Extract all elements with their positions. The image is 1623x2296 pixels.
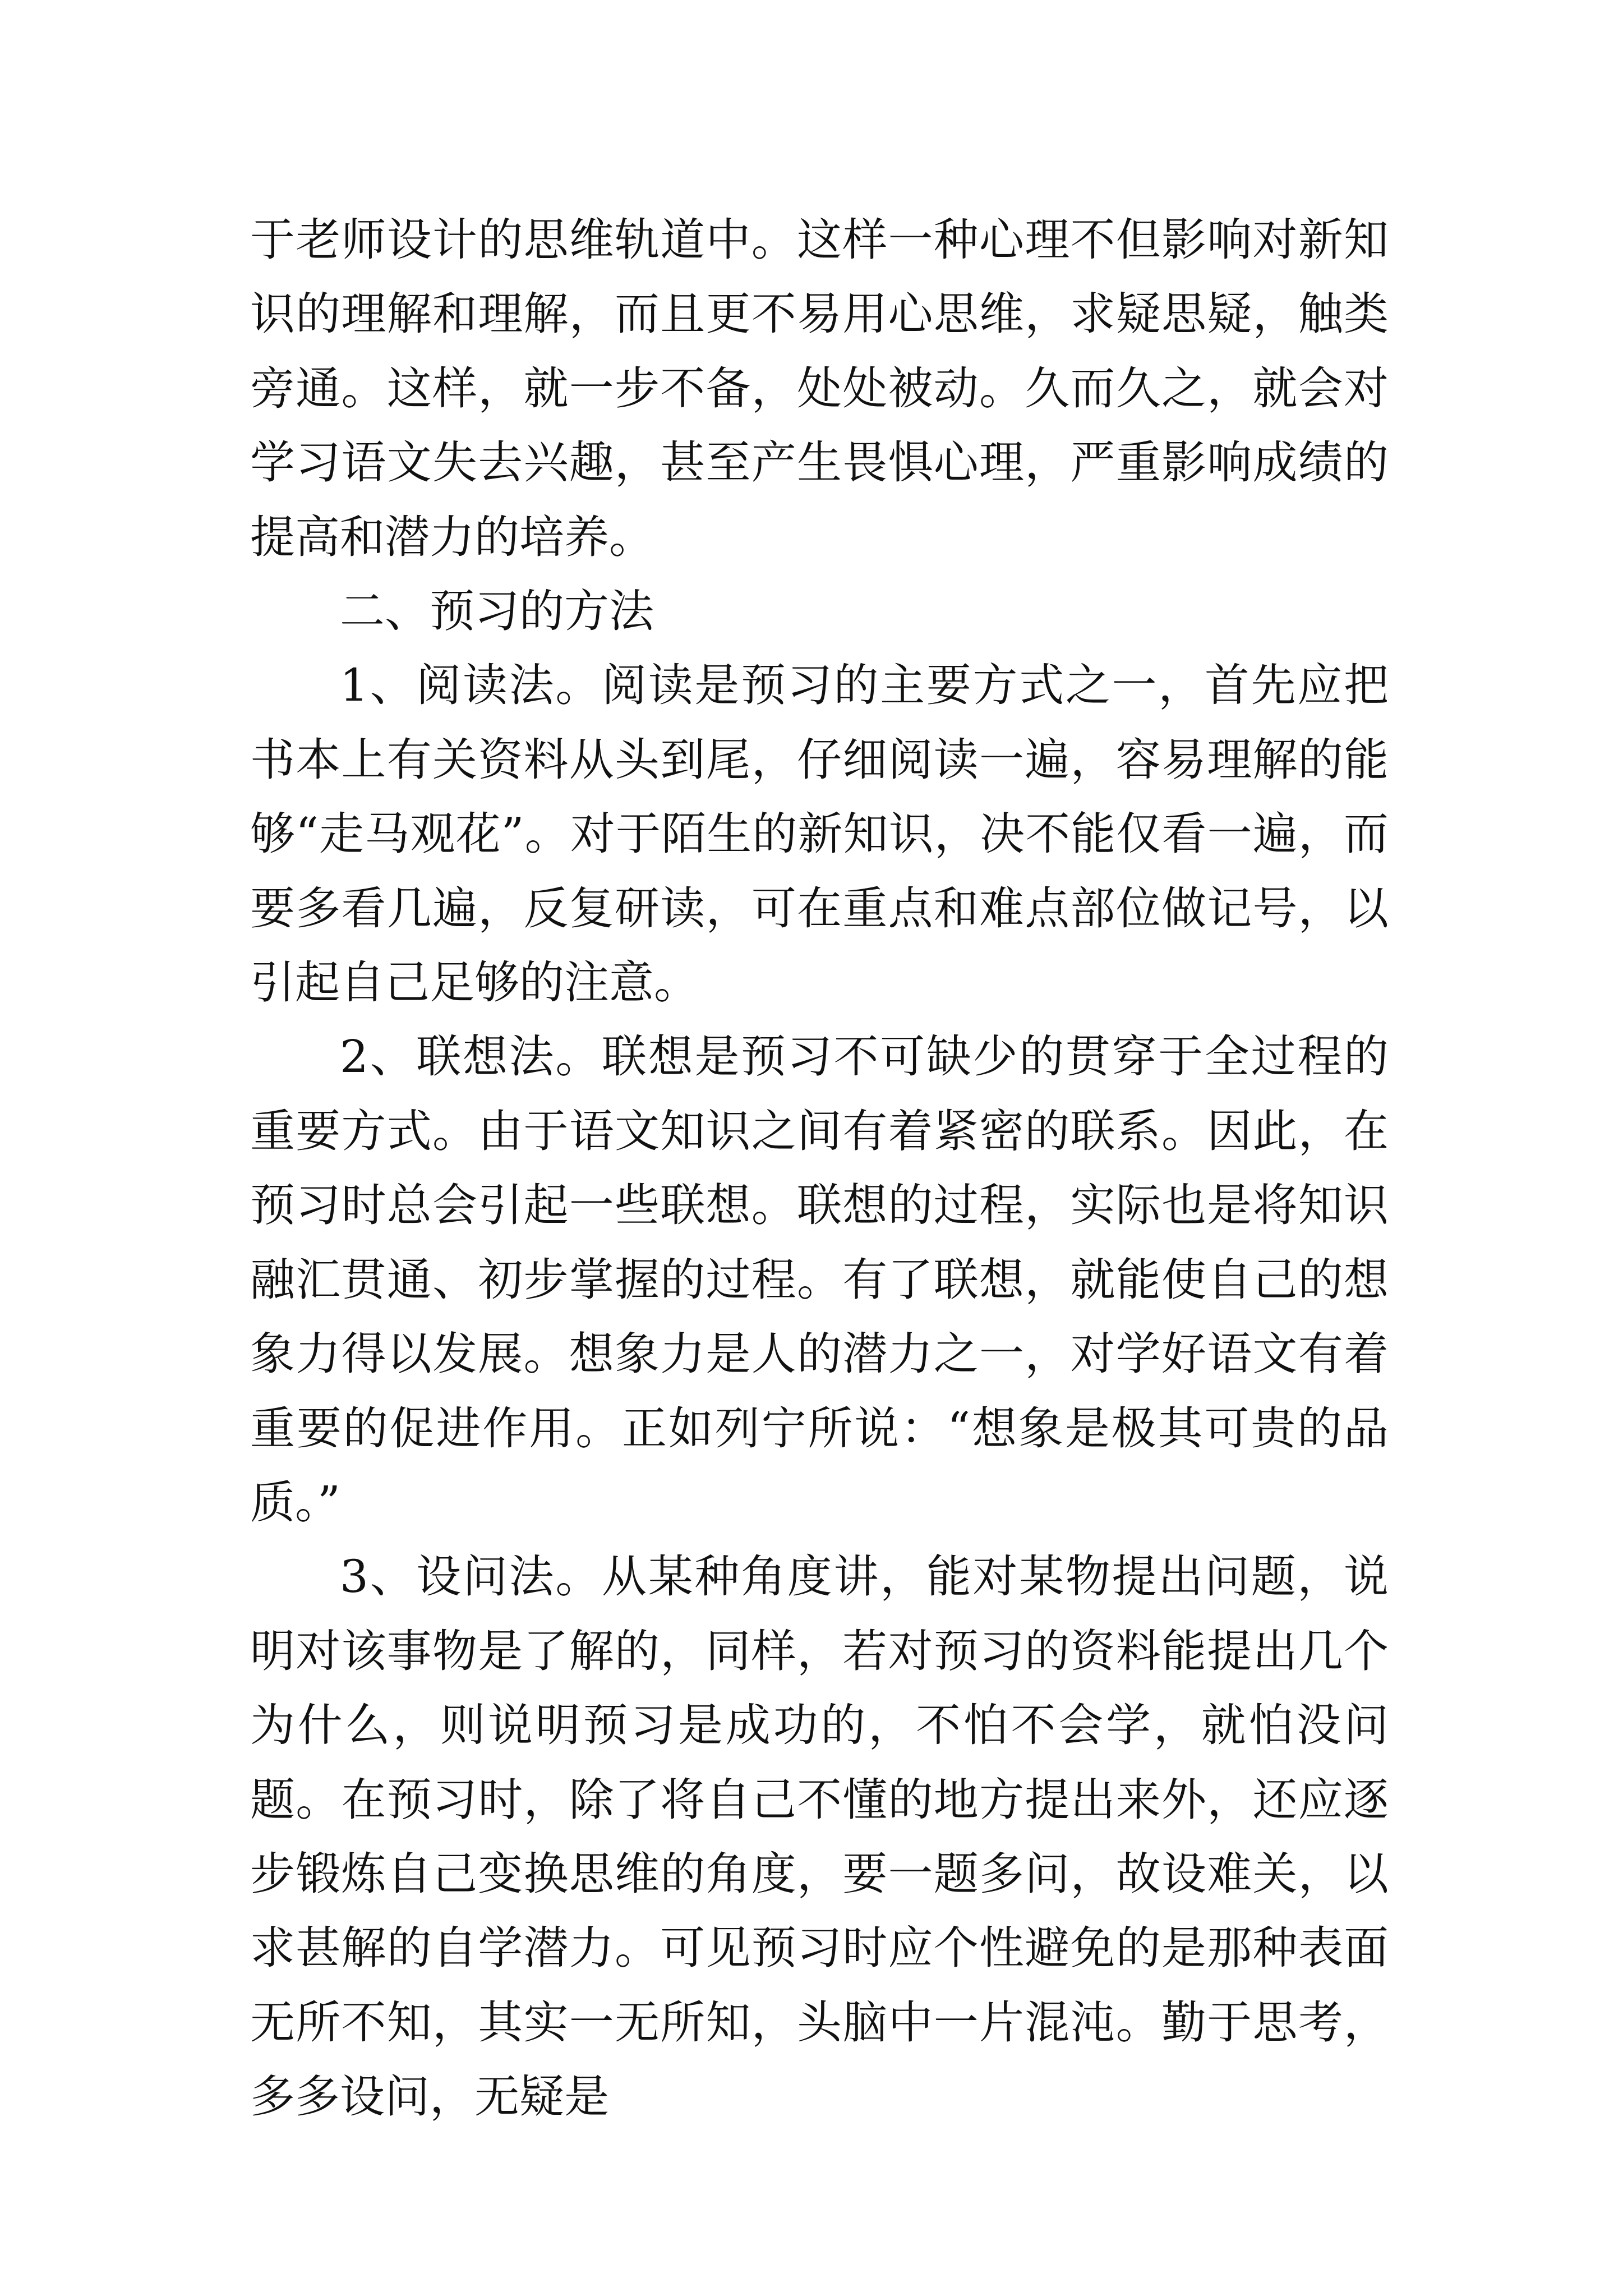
paragraph-questioning-method: 3、设问法。从某种角度讲，能对某物提出问题，说明对该事物是了解的，同样，若对预习的资料能提出几个为什么，则说明预习是成功的，不怕不会学，就怕没问题。在预习时，除了将自己不懂的地方提出来外，还应逐步锻炼自己变换思维的角度，要一题多问，故设难关，以求甚解的自学潜力。可见预习时应个性避免的是那种表面无所不知，其实一无所知，头脑中一片混沌。勤于思考，多多设问，无疑是 — [250, 1550, 1389, 2123]
document-body — [250, 203, 1389, 2134]
paragraph-reading-method: 1、阅读法。阅读是预习的主要方式之一，首先应把书本上有关资料从头到尾，仔细阅读一遍，容易理解的能够“走马观花”。对于陌生的新知识，决不能仅看一遍，而要多看几遍，反复研读，可在重点和难点部位做记号，以引起自己足够的注意。 — [250, 659, 1389, 1009]
paragraph-continuation: 于老师设计的思维轨道中。这样一种心理不但影响对新知识的理解和理解，而且更不易用心思维，求疑思疑，触类旁通。这样，就一步不备，处处被动。久而久之，就会对学习语文失去兴趣，甚至产生畏惧心理，严重影响成绩的提高和潜力的培养。 — [250, 214, 1389, 563]
section-heading: 二、预习的方法 — [340, 585, 654, 638]
paragraph-association-method: 2、联想法。联想是预习不可缺少的贯穿于全过程的重要方式。由于语文知识之间有着紧密的联系。因此，在预习时总会引起一些联想。联想的过程，实际也是将知识融汇贯通、初步掌握的过程。有了联想，就能使自己的想象力得以发展。想象力是人的潜力之一，对学好语文有着重要的促进作用。正如列宁所说：“想象是极其可贵的品质。” — [250, 1030, 1389, 1529]
